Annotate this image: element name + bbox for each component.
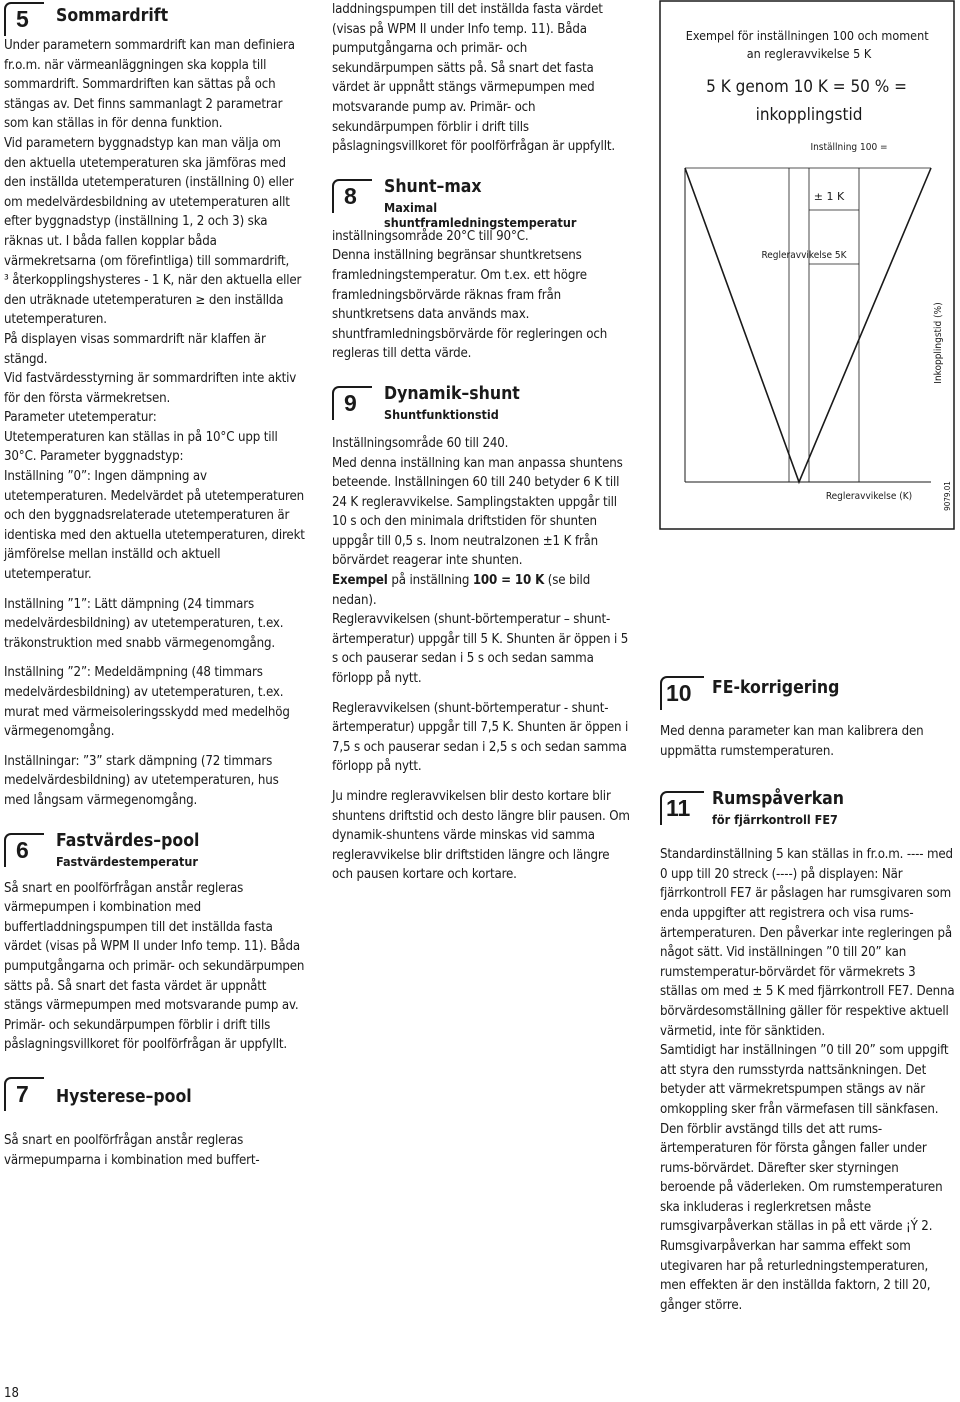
- s5-paragraph-7: Inställning ”0”: Ingen dämpning av utetemperaturen. Medelvärdet på utetemperaturen och den byggnadsrelaterade utetemperaturen är identiska med den aktuella utetemperaturen, direkt jämförelse mellan inställd och aktuell utetemperatur.: [4, 469, 305, 583]
- tolerance-label: ± 1 K: [813, 190, 845, 203]
- page-number: 18: [4, 1386, 19, 1401]
- v-curve: [685, 168, 931, 482]
- figure-formula: 5 K genom 10 K = 50 % = inkopplingstid: [706, 77, 907, 125]
- s9-example: [332, 571, 632, 610]
- setting-label: Inställning 100 =: [810, 142, 888, 153]
- s8-paragraph-2: Denna inställning begränsar shuntkretsens framledningstemperatur. Om t.ex. ett högre framledningsbörvärde räknas fram från shuntkretsens data används max. shuntframledningsbörvärde för regleringen och regleras till detta värde.: [332, 248, 608, 362]
- s11-paragraph-1: Standardinställning 5 kan ställas in fr.o.m. ---- med 0 upp till 20 streck (----) på displayen: När fjärrkontroll FE7 är påslagen har rumsgivaren som enda uppgifter att registrera och visa rums-ärtemperaturen. Den påverkar inte regleringen på något sätt. Vid inställningen ”0 till 20” kan rumstemperatur-börvärdet för värmekrets 3 ställas om med ± 5 K med fjärrkontroll FE7. Denna börvärdesomställning gäller för respektive aktuell värmetid, inte för sänktiden.: [660, 847, 955, 1039]
- s5-paragraph-5: Vid fastvärdesstyrning är sommardriften inte aktiv för den första värmekretsen.: [4, 371, 297, 406]
- s5-paragraph-4: På displayen visas sommardrift när klaffen är stängd.: [4, 331, 266, 367]
- figure-id: 9079.01: [943, 481, 952, 511]
- s9-example-label: Exempel: [332, 573, 388, 589]
- s9-example-rest-2: (se bild nedan).: [332, 573, 591, 608]
- s9-example-value: 100 = 10 K: [472, 573, 545, 589]
- s9-paragraph-4: Regleravvikelsen (shunt-börtemperatur - shunt-ärtemperatur) uppgår till 7,5 K. Shunten är öppen i 7,5 s och pauserar sedan i 2,5 s och sedan samma förlopp på nytt.: [332, 700, 629, 775]
- deviation-5k-label: Regleravvikelse 5K: [761, 250, 847, 261]
- s7-paragraph-cont: laddningspumpen till det inställda fasta värdet (visas på WPM II under Info temp. 11). Båda pumputgångarna och primär- och sekundärpumpen sätts på. Så snart det fasta värdet är uppnått stängs värmepumpen med motsvarande pump av. Primär- och sekundärpumpen förblir i drift tills påslagningsvillkoret för poolförfrågan är uppfyllt.: [332, 2, 615, 155]
- section-8-header: [332, 173, 632, 230]
- section-8-subtitle: Maximal shuntframledningstemperatur: [384, 199, 577, 230]
- section-5-title: Sommardrift: [56, 6, 169, 26]
- section-8-title: Shunt–max: [384, 176, 482, 197]
- section-11-title: Rumspåverkan: [712, 789, 845, 810]
- section-10-number: 10: [660, 676, 704, 710]
- column-right: [660, 670, 956, 1315]
- s9-paragraph-1: Inställningsområde 60 till 240.: [332, 435, 509, 451]
- s5-paragraph-2: Vid parametern byggnadstyp kan man välja om den aktuella utetemperaturen ska jämföras med den inställda utetemperaturen (inställning 0) eller om medelvärdesbildning av utetemperaturen allt efter byggnadstyp (inställning 1, 2 och 3) ska räknas ut. I båda fallen kopplar båda värmekretsarna (om förefintliga) till sommardrift,: [4, 135, 294, 269]
- section-9-subtitle: Shuntfunktionstid: [384, 406, 499, 422]
- section-5-number: 5: [4, 2, 44, 36]
- section-6-number: 6: [4, 833, 44, 867]
- s9-paragraph-3: Regleravvikelsen (shunt-börtemperatur – shunt-ärtemperatur) uppgår till 5 K. Shunten är öppen i 5 s och pauserar sedan i 5 s och sedan samma förlopp på nytt.: [332, 612, 629, 687]
- section-6-title: Fastvärdes–pool: [56, 830, 200, 851]
- x-axis-label: Regleravvikelse (K): [825, 491, 913, 502]
- regulation-example-figure: [659, 0, 957, 536]
- figure-title: Exempel för inställningen 100 och moment an regleravvikelse 5 K: [685, 28, 929, 61]
- section-8-number: 8: [332, 179, 372, 213]
- section-6-header: [4, 827, 306, 871]
- section-10-title: FE-korrigering: [712, 678, 840, 698]
- s5-paragraph-6: Parameter utetemperatur: Utetemperaturen kan ställas in på 10°C upp till 30°C. Parameter byggnadstyp:: [4, 410, 278, 465]
- s10-paragraph: Med denna parameter kan man kalibrera den uppmätta rumstemperaturen.: [660, 724, 924, 759]
- section-9-header: [332, 380, 632, 424]
- section-7-header: [4, 1071, 306, 1121]
- s11-paragraph-2: Samtidigt har inställningen ”0 till 20” som uppgift att styra den rumsstyrda nattsänkningen. Det betyder att värmekretspumpen stängs av när omkoppling sker från värmefasen till sänkfasen. Den förblir avstängd tills det att rums-ärtemperaturen för första gången faller under rums-börvärdet. Därefter sker styrningen beroende på väderleken. Om rumstemperaturen ska inkluderas i reglerkretsen måste rumsgivarpåverkan ställas in på ett värde ¡Ý 2. Rumsgivarpåverkan har samma effekt som utegivaren har på returledningstemperaturen, men effekten är den inställda faktorn, 2 till 20, gånger större.: [660, 1043, 949, 1313]
- s5-paragraph-9: Inställning ”2”: Medeldämpning (48 timmars medelvärdesbildning) av utetemperaturen, t.ex. murat med värmeisoleringsskydd med medelhög värmegenomgång.: [4, 665, 290, 740]
- section-10-header: [660, 670, 956, 714]
- section-5-header: [4, 0, 306, 36]
- s6-paragraph: Så snart en poolförfrågan anstår regleras värmepumpen i kombination med buffertladdningspumpen till det inställda fasta värdet (visas på WPM II under Info temp. 11). Båda pumputgångarna och primär- och sekundärpumpen sätts på. Så snart det fasta värdet är uppnått stängs värmepumpen med motsvarande pump av. Primär- och sekundärpumpen förblir i drift tills påslagningsvillkoret för poolförfrågan är uppfyllt.: [4, 880, 305, 1053]
- section-9-number: 9: [332, 386, 372, 420]
- s5-paragraph-3: ³ återkopplingshysteres - 1 K, när den aktuella eller den uträknade utetemperaturen ≥ den inställda utetemperaturen.: [4, 273, 302, 328]
- column-left: [4, 0, 306, 1170]
- column-middle: [332, 0, 632, 885]
- s9-paragraph-5: Ju mindre regleravvikelsen blir desto kortare blir shuntens driftstid och desto längre blir pausen. Om dynamik-shuntens värde minskas vid samma regleravvikelse blir driftstiden längre och längre och pausen kortare och kortare.: [332, 789, 630, 883]
- section-11-number: 11: [660, 791, 704, 825]
- section-11-header: [660, 785, 956, 829]
- y-axis-label: Inkopplingstid (%): [933, 302, 944, 384]
- s7-paragraph-start: Så snart en poolförfrågan anstår regleras värmepumparna i kombination med buffert-: [4, 1132, 260, 1168]
- s9-paragraph-2: Med denna inställning kan man anpassa shuntens beteende. Inställningen 60 till 240 betyder 6 K till 24 K regleravvikelse. Samplingstakten uppgår till 10 s och den minimala driftstiden för shunten uppgår till 0,5 s. Inom neutralzonen ±1 K från börvärdet reagerar inte shunten.: [332, 455, 623, 569]
- section-6-subtitle: Fastvärdestemperatur: [56, 853, 198, 869]
- s5-paragraph-10: Inställningar: ”3” stark dämpning (72 timmars medelvärdesbildning) av utetemperaturen, hus med långsam värmegenomgång.: [4, 753, 279, 808]
- section-7-number: 7: [4, 1077, 44, 1111]
- s9-example-rest-1: på inställning: [387, 573, 473, 589]
- s5-paragraph-1: Under parametern sommardrift kan man definiera fr.o.m. när värmeanläggningen ska koppla till sommardrift. Sommardriften kan sättas på och stängas av. Det finns sammanlagt 2 parametrar som kan ställas in för denna funktion.: [4, 38, 295, 132]
- s8-paragraph-1: inställningsområde 20°C till 90°C.: [332, 228, 529, 244]
- section-11-subtitle: för fjärrkontroll FE7: [712, 812, 838, 828]
- section-9-title: Dynamik–shunt: [384, 383, 520, 404]
- s5-paragraph-8: Inställning ”1”: Lätt dämpning (24 timmars medelvärdesbildning) av utetemperaturen, t.ex. träkonstruktion med snabb värmegenomgång.: [4, 596, 284, 651]
- section-7-title: Hysterese–pool: [56, 1086, 192, 1107]
